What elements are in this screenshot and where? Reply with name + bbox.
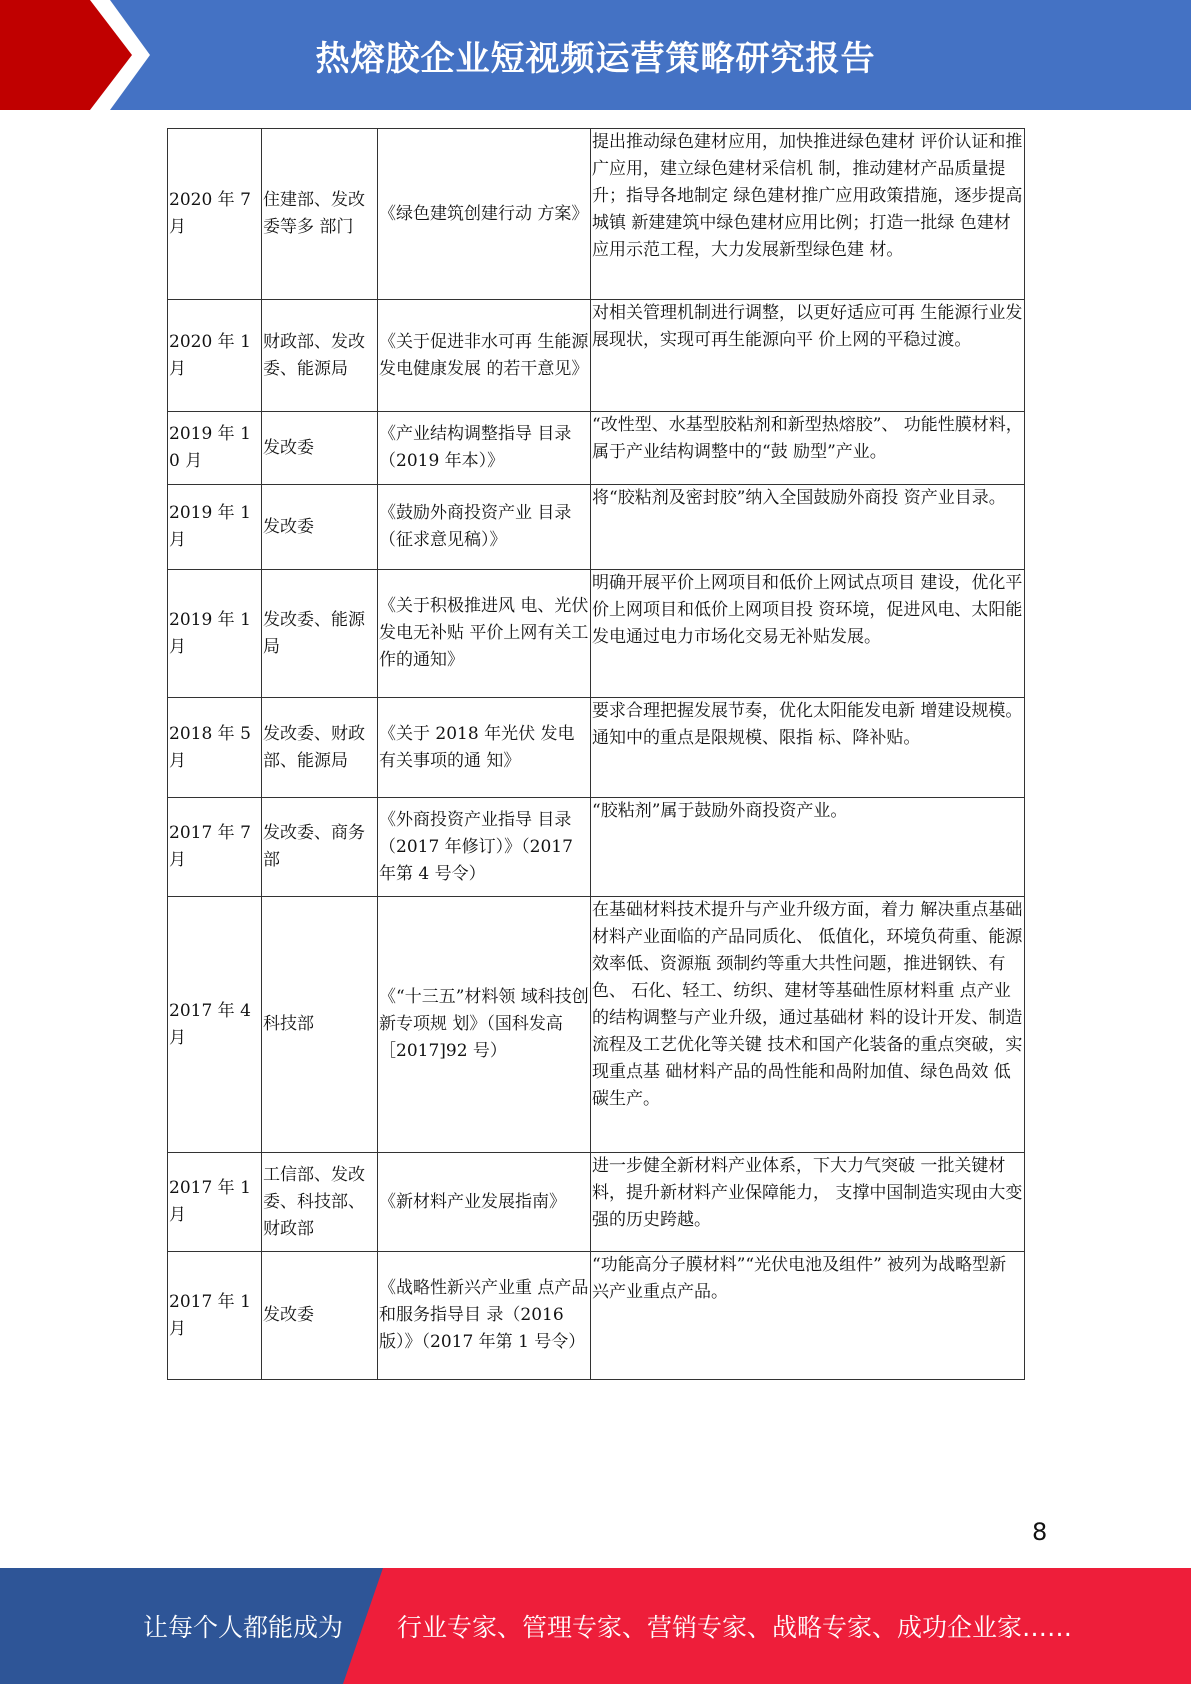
footer-slogan-left: 让每个人都能成为 <box>143 1613 344 1642</box>
policy-date-cell: 2017 年 1 月 <box>168 1252 262 1380</box>
policy-issuer-cell: 科技部 <box>262 897 378 1153</box>
policy-document-cell: 《新材料产业发展指南》 <box>378 1153 591 1252</box>
policy-date-cell: 2020 年 7 月 <box>168 129 262 300</box>
policy-date-cell: 2019 年 1 月 <box>168 485 262 570</box>
policy-row <box>168 698 1025 798</box>
policy-document-cell: 《关于促进非水可再 生能源发电健康发展 的若干意见》 <box>378 300 591 412</box>
policy-row <box>168 1252 1025 1380</box>
policy-row <box>168 1153 1025 1252</box>
policy-content-cell: 提出推动绿色建材应用，加快推进绿色建材 评价认证和推广应用，建立绿色建材采信机 制，推动建材产品质量提升；指导各地制定 绿色建材推广应用政策措施，逐步提高城镇 新建建筑中绿色建材应用比例；打造一批绿 色建材应用示范工程，大力发展新型绿色建 材。 <box>591 129 1025 300</box>
page-number: 8 <box>1032 1518 1048 1546</box>
policy-content-cell: 明确开展平价上网项目和低价上网试点项目 建设，优化平价上网项目和低价上网项目投 资环境，促进风电、太阳能发电通过电力市场化交易无补贴发展。 <box>591 570 1025 698</box>
policy-row <box>168 485 1025 570</box>
policy-date-cell: 2017 年 1 月 <box>168 1153 262 1252</box>
policy-date-cell: 2019 年 1 月 <box>168 570 262 698</box>
policy-row <box>168 412 1025 485</box>
policy-date-cell: 2017 年 4 月 <box>168 897 262 1153</box>
policy-issuer-cell: 发改委、能源局 <box>262 570 378 698</box>
policy-issuer-cell: 发改委、财政部、能源局 <box>262 698 378 798</box>
policy-document-cell: 《“十三五”材料领 域科技创新专项规 划》（国科发高［2017]92 号） <box>378 897 591 1153</box>
policy-content-cell: “功能高分子膜材料”“光伏电池及组件” 被列为战略型新兴产业重点产品。 <box>591 1252 1025 1380</box>
policy-row <box>168 798 1025 897</box>
report-title: 热熔胶企业短视频运营策略研究报告 <box>315 38 876 79</box>
policy-document-cell: 《关于 2018 年光伏 发电有关事项的通 知》 <box>378 698 591 798</box>
policy-document-cell: 《战略性新兴产业重 点产品和服务指导目 录（2016 版）》（2017 年第 1 号令） <box>378 1252 591 1380</box>
policy-date-cell: 2020 年 1 月 <box>168 300 262 412</box>
policy-issuer-cell: 发改委 <box>262 412 378 485</box>
policy-row <box>168 300 1025 412</box>
policy-issuer-cell: 工信部、发改委、科技部、财政部 <box>262 1153 378 1252</box>
header-arrow-decoration <box>0 0 160 110</box>
policy-row <box>168 129 1025 300</box>
policy-issuer-cell: 住建部、发改委等多 部门 <box>262 129 378 300</box>
page-footer <box>0 1568 1191 1684</box>
policy-date-cell: 2017 年 7 月 <box>168 798 262 897</box>
policy-document-cell: 《绿色建筑创建行动 方案》 <box>378 129 591 300</box>
policy-issuer-cell: 财政部、发改委、能源局 <box>262 300 378 412</box>
policy-document-cell: 《鼓励外商投资产业 目录（征求意见稿）》 <box>378 485 591 570</box>
policy-content-cell: 对相关管理机制进行调整，以更好适应可再 生能源行业发展现状，实现可再生能源向平 价上网的平稳过渡。 <box>591 300 1025 412</box>
policy-content-cell: “胶粘剂”属于鼓励外商投资产业。 <box>591 798 1025 897</box>
policy-table <box>167 128 1025 1380</box>
policy-issuer-cell: 发改委、商务部 <box>262 798 378 897</box>
policy-content-cell: “改性型、水基型胶粘剂和新型热熔胶”、 功能性膜材料，属于产业结构调整中的“鼓 励型”产业。 <box>591 412 1025 485</box>
policy-row <box>168 897 1025 1153</box>
policy-date-cell: 2019 年 10 月 <box>168 412 262 485</box>
policy-document-cell: 《外商投资产业指导 目录（2017 年修订）》（2017 年第 4 号令） <box>378 798 591 897</box>
page-header <box>0 0 1191 110</box>
policy-content-cell: 在基础材料技术提升与产业升级方面，着力 解决重点基础材料产业面临的产品同质化、 低值化，环境负荷重、能源效率低、资源瓶 颈制约等重大共性问题，推进钢铁、有色、 石化、轻工、纺织、建材等基础性原材料重 点产业的结构调整与产业升级，通过基础材 料的设计开发、制造流程及工艺优化等关键 技术和国产化装备的重点突破，实现重点基 础材料产品的咼性能和咼附加值、绿色咼效 低碳生产。 <box>591 897 1025 1153</box>
policy-date-cell: 2018 年 5 月 <box>168 698 262 798</box>
policy-issuer-cell: 发改委 <box>262 485 378 570</box>
policy-content-cell: 将“胶粘剂及密封胶”纳入全国鼓励外商投 资产业目录。 <box>591 485 1025 570</box>
policy-document-cell: 《产业结构调整指导 目录（2019 年本）》 <box>378 412 591 485</box>
policy-row <box>168 570 1025 698</box>
footer-slogan-right: 行业专家、管理专家、营销专家、战略专家、成功企业家…… <box>397 1613 1073 1642</box>
policy-content-cell: 进一步健全新材料产业体系，下大力气突破 一批关键材料，提升新材料产业保障能力， 支撑中国制造实现由大变强的历史跨越。 <box>591 1153 1025 1252</box>
policy-content-cell: 要求合理把握发展节奏，优化太阳能发电新 增建设规模。通知中的重点是限规模、限指 标、降补贴。 <box>591 698 1025 798</box>
policy-document-cell: 《关于积极推进风 电、光伏发电无补贴 平价上网有关工作的通知》 <box>378 570 591 698</box>
policy-issuer-cell: 发改委 <box>262 1252 378 1380</box>
